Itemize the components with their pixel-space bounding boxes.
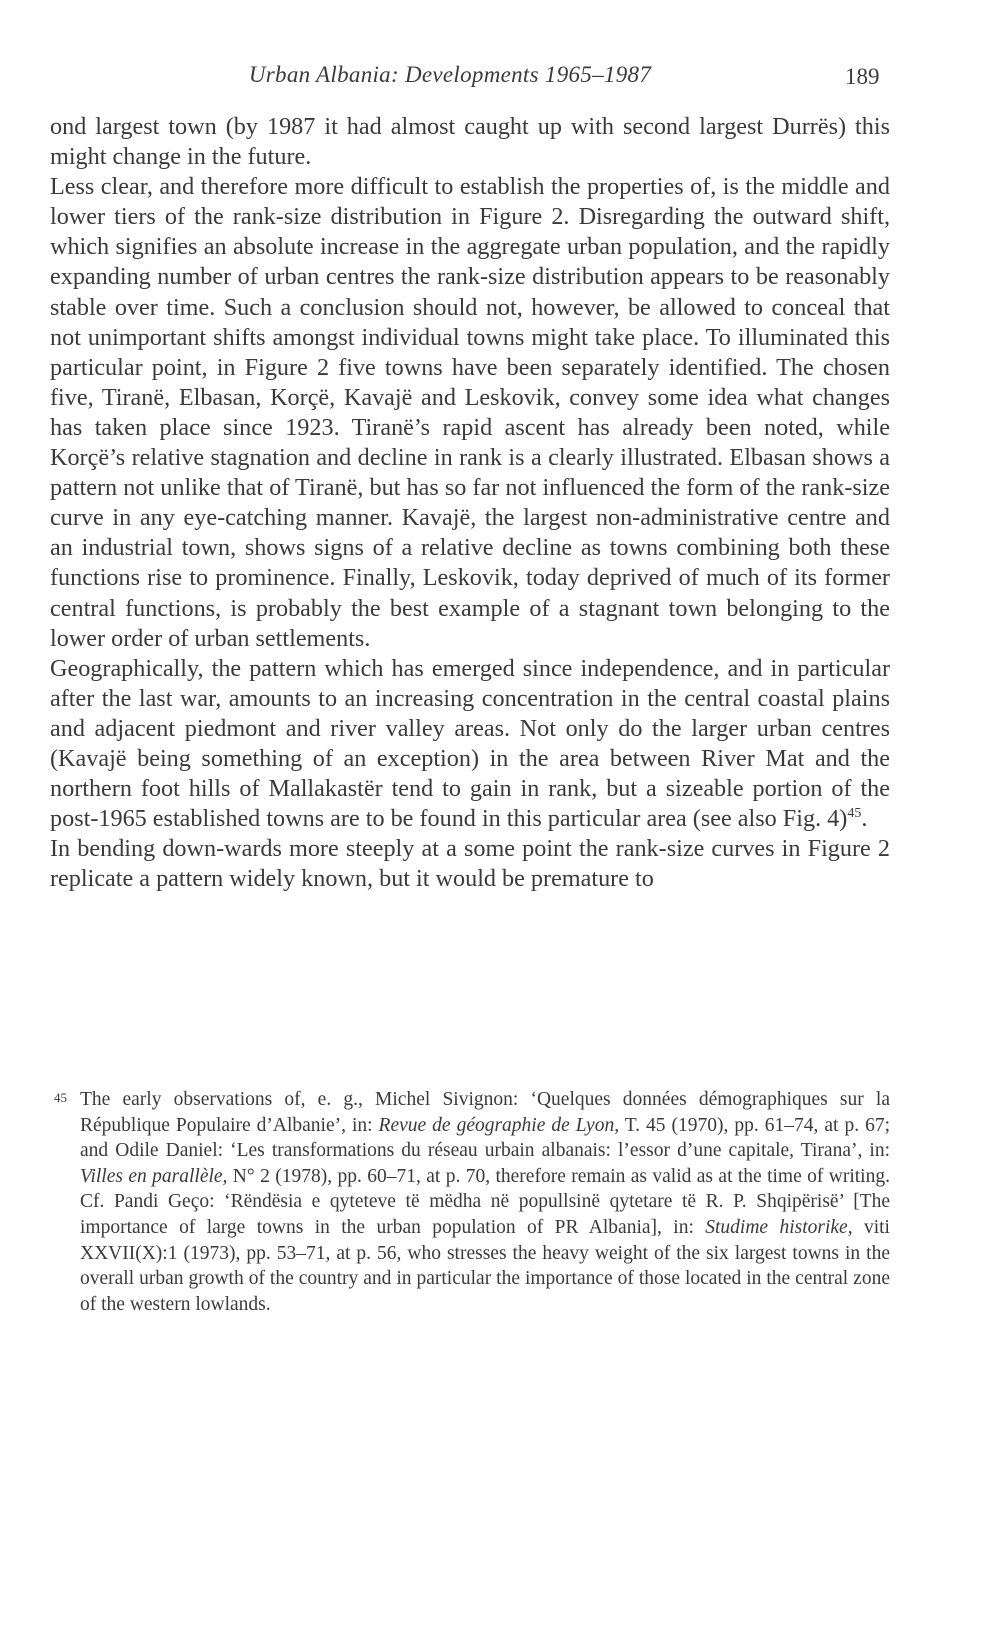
- paragraph-4: In bending down-wards more steeply at a some point the rank-size curves in Figure 2 replicate a pattern widely known, but it would be premature to: [50, 835, 890, 893]
- running-title: Urban Albania: Developments 1965–1987: [248, 62, 652, 87]
- paragraph-3-text: Geographically, the pattern which has emerged since independence, and in particular after the last war, amounts to an increasing concentration in the central coastal plains and adjacent piedmont and river valley areas. Not only do the larger urban centres (Kavajë being something of an exception) in the area between River Mat and the northern foot hills of Mallakastër tend to gain in rank, but a sizeable portion of the post-1965 established towns are to be found in this particular area (see also Fig. 4): [50, 654, 890, 833]
- footnote-text-part-4: viti XXVII(X):1 (1973), pp. 53–71, at p. 56, who stresses the heavy weight of the six largest towns in the overall urban growth of the country and in particular the importance of those located in the central zone of the western lowlands.: [80, 1216, 890, 1315]
- paragraph-2: Less clear, and therefore more difficult to establish the properties of, is the middle and lower tiers of the rank-size distribution in Figure 2. Disregarding the outward shift, which signifies an absolute increase in the aggregate urban population, and the rapidly expanding number of urban centres the rank-size distribution appears to be reasonably stable over time. Such a conclusion should not, however, be allowed to conceal that not unimportant shifts amongst individual towns might take place. To illuminated this particular point, in Figure 2 five towns have been separately identified. The chosen five, Tiranë, Elbasan, Korçë, Kavajë and Leskovik, convey some idea what changes has taken place since 1923. Tiranë’s rapid ascent has already been noted, while Korçë’s relative stagnation and decline in rank is a clearly illustrated. Elbasan shows a pattern not unlike that of Tiranë, but has so far not influenced the form of the rank-size curve in any eye-catching manner. Kavajë, the largest non-administrative centre and an industrial town, shows signs of a relative decline as towns combining both these functions rise to prominence. Finally, Leskovik, today deprived of much of its former central functions, is probably the best example of a stagnant town belonging to the lower order of urban settlements.: [50, 173, 890, 652]
- page-number: 189: [845, 64, 880, 89]
- footnote-journal-title-3: Studime historike,: [705, 1216, 853, 1238]
- body-text: [50, 112, 890, 894]
- footnote-text-part-3: N° 2 (1978), pp. 60–71, at p. 70, therefore remain as valid as at the time of writing. Cf. Pandi Geço: ‘Rëndësia e qyteteve të mëdha në popullsinë qytetare të R. P. Shqipërisë’ [The importance of large towns in the urban population of PR Albania], in:: [80, 1165, 890, 1238]
- paragraph-1: ond largest town (by 1987 it had almost caught up with second largest Durrës) this might change in the future.: [50, 113, 890, 171]
- footnote: [50, 1087, 890, 1317]
- footnote-text: [80, 1087, 890, 1317]
- footnote-reference: 45: [847, 806, 862, 822]
- footnote-number: 45: [54, 1090, 67, 1105]
- paragraph-3-end: .: [861, 805, 868, 833]
- footnote-text-part-1: The early observations of, e. g., Michel Sivignon: ‘Quelques données démographiques sur la République Populaire d’Albanie’, in:: [80, 1089, 890, 1136]
- paragraph-3: [50, 654, 890, 835]
- footnote-journal-title-2: Villes en parallèle,: [80, 1165, 228, 1187]
- footnote-journal-title-1: Revue de géographie de Lyon,: [378, 1114, 620, 1136]
- running-head: [0, 58, 1000, 94]
- footnote-text-part-2: T. 45 (1970), pp. 61–74, at p. 67; and Odile Daniel: ‘Les transformations du réseau urbain albanais: l’essor d’une capitale, Tirana’, in:: [80, 1114, 890, 1162]
